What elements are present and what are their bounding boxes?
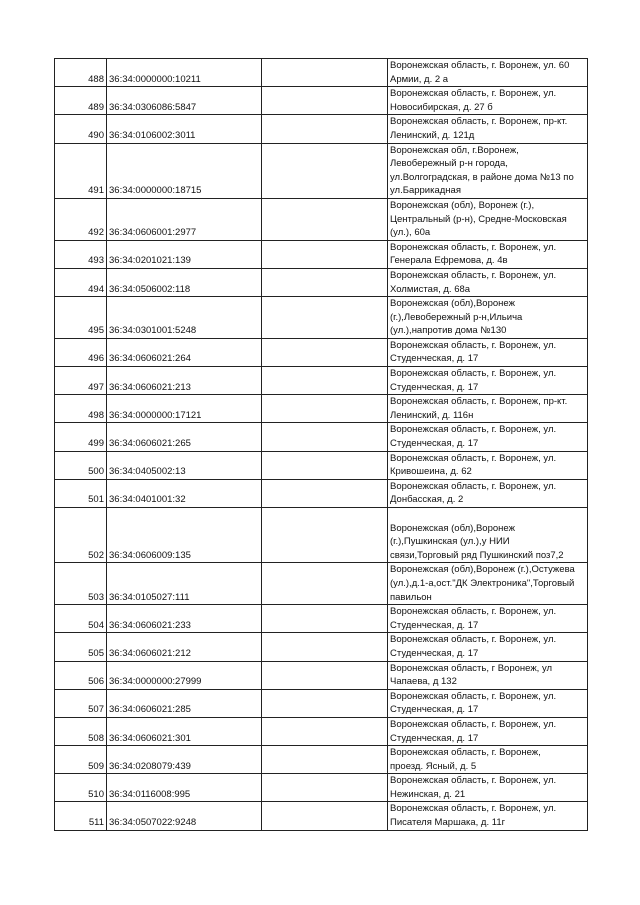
address-line: Воронежская область, г. Воронеж, ул.	[390, 452, 557, 464]
row-number: 503	[55, 563, 107, 605]
cadastral-number: 36:34:0000000:17121	[107, 395, 262, 423]
empty-cell	[262, 423, 388, 451]
row-number: 505	[55, 633, 107, 661]
row-number: 494	[55, 268, 107, 296]
address-cell	[388, 717, 588, 745]
address-cell	[388, 338, 588, 366]
address-line: Нежинская, д. 21	[390, 788, 466, 800]
address-cell	[388, 746, 588, 774]
address-line: Генерала Ефремова, д. 4в	[390, 255, 508, 267]
address-cell	[388, 563, 588, 605]
address-cell	[388, 395, 588, 423]
address-line: Воронежская (обл), Воронеж (г.),	[390, 199, 535, 211]
address-line: проезд. Ясный, д. 5	[390, 760, 477, 772]
address-line: Ленинский, д. 121д	[390, 129, 475, 141]
empty-cell	[262, 297, 388, 339]
address-line: Воронежская область, г. Воронеж, ул.	[390, 690, 557, 702]
row-number: 498	[55, 395, 107, 423]
cadastral-number: 36:34:0606021:213	[107, 367, 262, 395]
address-cell	[388, 268, 588, 296]
empty-cell	[262, 143, 388, 198]
address-line: Воронежская область, г. Воронеж,	[390, 747, 541, 759]
cadastral-number: 36:34:0105027:111	[107, 563, 262, 605]
registry-table-body	[55, 59, 588, 831]
cadastral-number: 36:34:0606021:301	[107, 717, 262, 745]
address-line: Воронежская (обл),Воронеж	[390, 298, 515, 310]
empty-cell	[262, 661, 388, 689]
table-row	[55, 605, 588, 633]
cadastral-number: 36:34:0000000:18715	[107, 143, 262, 198]
cadastral-number: 36:34:0306086:5847	[107, 87, 262, 115]
address-cell	[388, 143, 588, 198]
address-line: Воронежская область, г. Воронеж, ул.	[390, 480, 557, 492]
table-row	[55, 661, 588, 689]
address-line: Ленинский, д. 116н	[390, 409, 474, 421]
table-row	[55, 87, 588, 115]
row-number: 509	[55, 746, 107, 774]
cadastral-number: 36:34:0405002:13	[107, 451, 262, 479]
address-line: Воронежская область, г. Воронеж, ул. 60	[390, 60, 570, 71]
row-number: 507	[55, 689, 107, 717]
address-cell	[388, 633, 588, 661]
address-line: связи,Торговый ряд Пушкинский поз7,2	[390, 549, 564, 561]
table-row	[55, 451, 588, 479]
address-cell	[388, 198, 588, 240]
row-number: 488	[55, 59, 107, 87]
address-line: Воронежская область, г. Воронеж, ул.	[390, 718, 557, 730]
cadastral-number: 36:34:0401001:32	[107, 479, 262, 507]
table-row	[55, 563, 588, 605]
address-line: ул.Баррикадная	[390, 185, 461, 197]
empty-cell	[262, 395, 388, 423]
address-line	[390, 508, 585, 522]
cadastral-number: 36:34:0606009:135	[107, 508, 262, 563]
address-line: Воронежская область, г. Воронеж, пр-кт.	[390, 396, 568, 408]
empty-cell	[262, 451, 388, 479]
empty-cell	[262, 198, 388, 240]
empty-cell	[262, 479, 388, 507]
empty-cell	[262, 240, 388, 268]
table-row	[55, 774, 588, 802]
registry-table	[54, 58, 588, 831]
address-line: Центральный (р-н), Средне-Московская	[390, 213, 567, 225]
table-row	[55, 479, 588, 507]
cadastral-number: 36:34:0606021:265	[107, 423, 262, 451]
cadastral-number: 36:34:0000000:10211	[107, 59, 262, 87]
table-row	[55, 423, 588, 451]
empty-cell	[262, 802, 388, 830]
address-line: Студенческая, д. 17	[390, 619, 479, 631]
address-line: Воронежская область, г. Воронеж, ул.	[390, 269, 557, 281]
table-row	[55, 115, 588, 143]
cadastral-number: 36:34:0000000:27999	[107, 661, 262, 689]
cadastral-number: 36:34:0116008:995	[107, 774, 262, 802]
table-row	[55, 297, 588, 339]
address-line: Воронежская область, г. Воронеж, ул.	[390, 368, 557, 380]
address-line: Воронежская область, г. Воронеж, ул.	[390, 424, 557, 436]
cadastral-number: 36:34:0606021:285	[107, 689, 262, 717]
address-line: Воронежская обл, г.Воронеж,	[390, 144, 519, 156]
address-line: Воронежская область, г. Воронеж, ул.	[390, 88, 557, 100]
table-row	[55, 802, 588, 830]
address-cell	[388, 87, 588, 115]
address-line: Воронежская (обл),Воронеж (г.),Остужева	[390, 564, 575, 576]
address-line: (г.),Пушкинская (ул.),у НИИ	[390, 536, 510, 548]
address-line: (ул.),д.1-а,ост."ДК Электроника",Торговый	[390, 577, 575, 589]
address-line: Студенческая, д. 17	[390, 438, 479, 450]
row-number: 497	[55, 367, 107, 395]
row-number: 510	[55, 774, 107, 802]
empty-cell	[262, 605, 388, 633]
address-cell	[388, 297, 588, 339]
table-row	[55, 633, 588, 661]
address-line: Левобережный р-н города,	[390, 158, 508, 170]
address-line: ул.Волгоградская, в районе дома №13 по	[390, 171, 574, 183]
address-line: Воронежская область, г. Воронеж, ул.	[390, 775, 557, 787]
table-row	[55, 143, 588, 198]
row-number: 491	[55, 143, 107, 198]
address-line: Студенческая, д. 17	[390, 647, 479, 659]
address-line: Воронежская область, г. Воронеж, пр-кт.	[390, 116, 568, 128]
address-cell	[388, 508, 588, 563]
address-cell	[388, 661, 588, 689]
address-cell	[388, 774, 588, 802]
row-number: 495	[55, 297, 107, 339]
table-row	[55, 395, 588, 423]
row-number: 502	[55, 508, 107, 563]
cadastral-number: 36:34:0606021:233	[107, 605, 262, 633]
row-number: 506	[55, 661, 107, 689]
address-line: Новосибирская, д. 27 б	[390, 101, 493, 113]
table-row	[55, 268, 588, 296]
table-row	[55, 198, 588, 240]
cadastral-number: 36:34:0301001:5248	[107, 297, 262, 339]
address-line: Воронежская область, г Воронеж, ул	[390, 662, 553, 674]
address-line: (г.),Левобережный р-н,Ильича	[390, 311, 523, 323]
address-line: Кривошеина, д. 62	[390, 466, 472, 478]
row-number: 496	[55, 338, 107, 366]
empty-cell	[262, 633, 388, 661]
row-number: 489	[55, 87, 107, 115]
empty-cell	[262, 268, 388, 296]
row-number: 492	[55, 198, 107, 240]
table-row	[55, 367, 588, 395]
address-line: павильон	[390, 591, 432, 603]
address-line: Донбасская, д. 2	[390, 494, 464, 506]
address-line: Студенческая, д. 17	[390, 381, 479, 393]
address-line: Воронежская область, г. Воронеж, ул.	[390, 339, 557, 351]
address-cell	[388, 689, 588, 717]
address-line: Писателя Маршака, д. 11г	[390, 817, 506, 829]
cadastral-number: 36:34:0507022:9248	[107, 802, 262, 830]
address-cell	[388, 59, 588, 87]
address-cell	[388, 240, 588, 268]
empty-cell	[262, 367, 388, 395]
address-line: Воронежская (обл),Воронеж	[390, 522, 515, 534]
empty-cell	[262, 717, 388, 745]
empty-cell	[262, 115, 388, 143]
empty-cell	[262, 87, 388, 115]
address-cell	[388, 367, 588, 395]
row-number: 490	[55, 115, 107, 143]
address-line: Воронежская область, г. Воронеж, ул.	[390, 241, 557, 253]
cadastral-number: 36:34:0606021:264	[107, 338, 262, 366]
address-line: (ул.),напротив дома №130	[390, 325, 507, 337]
address-cell	[388, 802, 588, 830]
empty-cell	[262, 746, 388, 774]
empty-cell	[262, 563, 388, 605]
address-line: Воронежская область, г. Воронеж, ул.	[390, 634, 557, 646]
table-row	[55, 746, 588, 774]
cadastral-number: 36:34:0201021:139	[107, 240, 262, 268]
address-line: Холмистая, д. 68а	[390, 283, 471, 295]
address-line: Воронежская область, г. Воронеж, ул.	[390, 606, 557, 618]
row-number: 511	[55, 802, 107, 830]
address-line: (ул.), 60а	[390, 227, 431, 239]
address-line: Воронежская область, г. Воронеж, ул.	[390, 803, 557, 815]
cadastral-number: 36:34:0606021:212	[107, 633, 262, 661]
table-row	[55, 240, 588, 268]
empty-cell	[262, 508, 388, 563]
address-cell	[388, 451, 588, 479]
row-number: 504	[55, 605, 107, 633]
row-number: 500	[55, 451, 107, 479]
address-cell	[388, 423, 588, 451]
row-number: 508	[55, 717, 107, 745]
table-row	[55, 508, 588, 563]
table-row	[55, 59, 588, 87]
address-line: Армии, д. 2 а	[390, 73, 449, 85]
address-cell	[388, 479, 588, 507]
cadastral-number: 36:34:0106002:3011	[107, 115, 262, 143]
cadastral-number: 36:34:0506002:118	[107, 268, 262, 296]
empty-cell	[262, 774, 388, 802]
cadastral-number: 36:34:0208079:439	[107, 746, 262, 774]
empty-cell	[262, 59, 388, 87]
address-line: Студенческая, д. 17	[390, 353, 479, 365]
address-line: Студенческая, д. 17	[390, 704, 479, 716]
row-number: 499	[55, 423, 107, 451]
table-row	[55, 689, 588, 717]
table-row	[55, 717, 588, 745]
row-number: 501	[55, 479, 107, 507]
row-number: 493	[55, 240, 107, 268]
cadastral-number: 36:34:0606001:2977	[107, 198, 262, 240]
address-line: Студенческая, д. 17	[390, 732, 479, 744]
empty-cell	[262, 338, 388, 366]
address-line: Чапаева, д 132	[390, 676, 457, 688]
address-cell	[388, 605, 588, 633]
table-row	[55, 338, 588, 366]
address-cell	[388, 115, 588, 143]
empty-cell	[262, 689, 388, 717]
